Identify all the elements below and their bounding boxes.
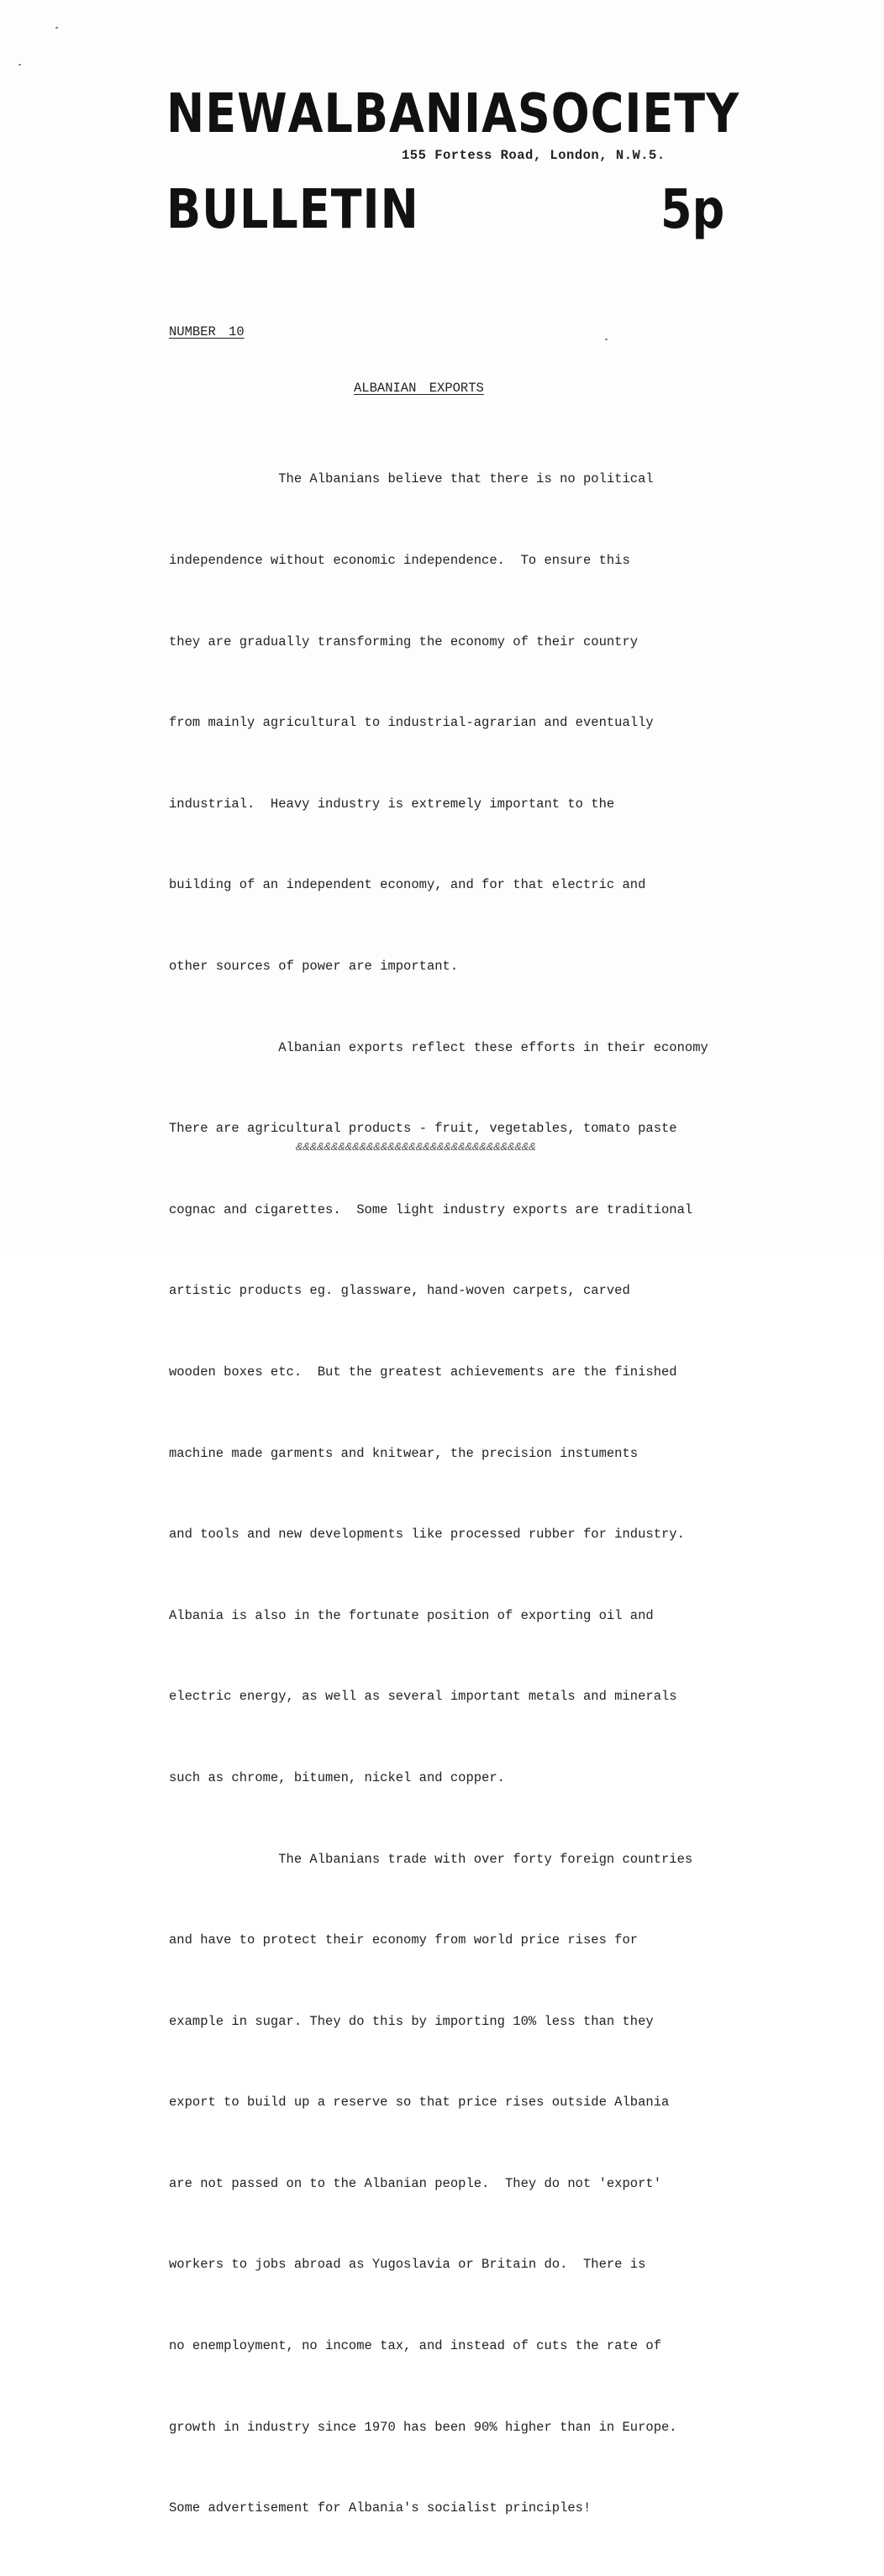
- article-line: building of an independent economy, and for that electric and: [169, 877, 646, 893]
- article-line: other sources of power are important.: [169, 958, 459, 974]
- article-line: from mainly agricultural to industrial-agrarian and eventually: [169, 715, 654, 731]
- article-line: are not passed on to the Albanian people. They do not 'export': [169, 2175, 661, 2191]
- article-line: example in sugar. They do this by importing 10% less than they: [169, 2013, 654, 2029]
- price-label: 5p: [660, 178, 725, 241]
- end-divider: &&&&&&&&&&&&&&&&&&&&&&&&&&&&&&&&&&: [296, 1141, 536, 1154]
- article-line: There are agricultural products - fruit, vegetables, tomato paste: [169, 1121, 677, 1137]
- masthead-word-society: SOCIETY: [517, 82, 740, 145]
- article-line: industrial. Heavy industry is extremely important to the: [169, 796, 615, 812]
- article-line: independence without economic independence. To ensure this: [169, 553, 630, 568]
- article-line: Albanian exports reflect these efforts in their economy: [169, 1039, 708, 1055]
- article-line: electric energy, as well as several important metals and minerals: [169, 1689, 677, 1705]
- article-line: The Albanians trade with over forty foreign countries: [169, 1851, 693, 1867]
- paper-speck: [18, 64, 21, 66]
- article-line: cognac and cigarettes. Some light industry exports are traditional: [169, 1201, 693, 1217]
- article-title: ALBANIAN EXPORTS: [354, 381, 484, 396]
- article-line: Albania is also in the fortunate position of exporting oil and: [169, 1607, 654, 1623]
- article-line: The Albanians believe that there is no political: [169, 471, 654, 487]
- paper-speck: [605, 339, 608, 340]
- article-line: they are gradually transforming the economy of their country: [169, 633, 639, 649]
- masthead-word-new: NEW: [166, 82, 288, 145]
- society-address: 155 Fortess Road, London, N.W.5.: [402, 148, 666, 163]
- article-body: [169, 412, 833, 2576]
- issue-number: NUMBER 10: [169, 324, 245, 339]
- masthead-word-albania: ALBANIA: [287, 82, 518, 145]
- article-line: wooden boxes etc. But the greatest achievements are the finished: [169, 1364, 677, 1380]
- article-line: machine made garments and knitwear, the precision instuments: [169, 1445, 639, 1461]
- article-line: such as chrome, bitumen, nickel and copper.: [169, 1769, 505, 1785]
- article-line: and tools and new developments like processed rubber for industry.: [169, 1527, 685, 1543]
- paper-speck: [55, 27, 58, 29]
- article-line: no enemployment, no income tax, and instead of cuts the rate of: [169, 2338, 661, 2354]
- article-line: Some advertisement for Albania's socialist principles!: [169, 2500, 592, 2516]
- article-line: artistic products eg. glassware, hand-woven carpets, carved: [169, 1283, 630, 1299]
- article-line: export to build up a reserve so that price rises outside Albania: [169, 2095, 670, 2111]
- article-line: and have to protect their economy from world price rises for: [169, 1932, 639, 1948]
- masthead-title: [166, 82, 740, 145]
- bulletin-label: BULLETIN: [166, 178, 419, 241]
- article-line: workers to jobs abroad as Yugoslavia or Britain do. There is: [169, 2257, 646, 2273]
- article-line: growth in industry since 1970 has been 90% higher than in Europe.: [169, 2419, 677, 2435]
